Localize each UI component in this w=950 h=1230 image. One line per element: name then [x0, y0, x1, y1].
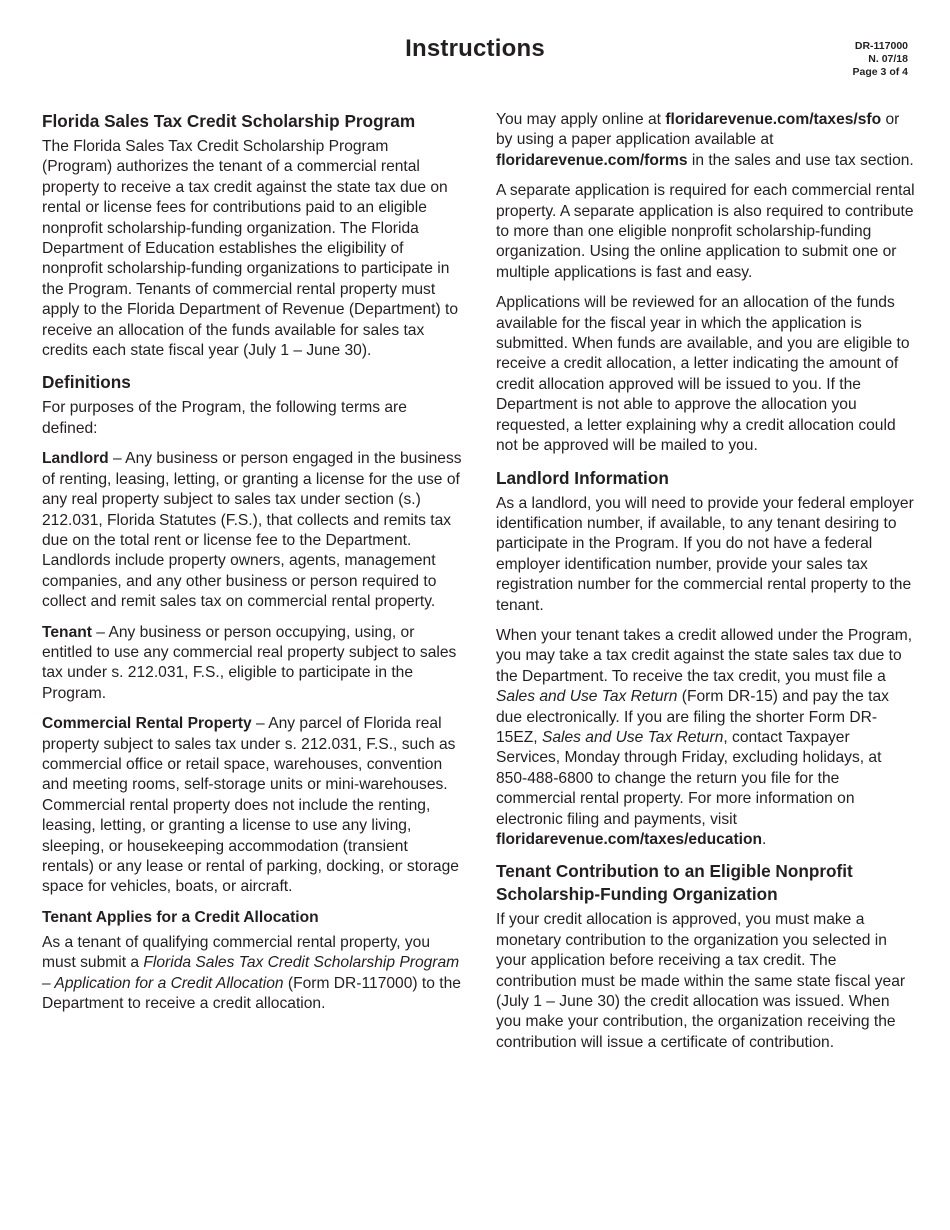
- form-number: DR-117000: [854, 40, 908, 52]
- apply-online-part: in the sales and use tax section.: [687, 151, 914, 169]
- right-column: [496, 110, 916, 1063]
- left-column: [42, 110, 462, 1024]
- crp-term: Commercial Rental Property: [42, 715, 252, 733]
- forms-link[interactable]: floridarevenue.com/forms: [496, 151, 688, 169]
- sales-use-return-title: Sales and Use Tax Return: [541, 728, 724, 746]
- definitions-heading: Definitions: [42, 372, 131, 393]
- apply-online-text: [496, 110, 916, 171]
- education-link[interactable]: floridarevenue.com/taxes/education: [496, 831, 763, 848]
- landlord-info-heading: Landlord Information: [496, 467, 669, 488]
- crp-definition: [42, 714, 462, 898]
- contribution-heading: Tenant Contribution to an Eligible Nonprofit Scholarship-Funding Organization: [496, 861, 853, 905]
- tenant-credit-part: When your tenant takes a credit allowed under the Program, you may take a tax credit against the state sales tax due to the Department. To receive the tax credit, you must file a: [496, 626, 913, 685]
- program-text: The Florida Sales Tax Credit Scholarship Program (Program) authorizes the tenant of a commercial rental property to receive a tax credit against the state tax due on rental or license fees for contributions paid to an eligible nonprofit scholarship-funding organization. The Florida Department of Education establishes the eligibility of nonprofit scholarship-funding organizations to participate in the Program. Tenants of commercial rental property must apply to the Florida Department of Revenue (Department) to receive an allocation of the funds available for sales tax credits each state fiscal year (July 1 – June 30).: [42, 138, 459, 360]
- definitions-intro: For purposes of the Program, the following terms are defined:: [42, 399, 407, 437]
- applies-text-part: (Form DR-117000) to the Department to receive a credit allocation.: [42, 974, 461, 1013]
- apply-online-part: You may apply online at: [496, 111, 666, 128]
- tenant-term: Tenant: [42, 623, 92, 641]
- landlord-definition-text: – Any business or person engaged in the business of renting, leasing, letting, or granting a license for the use of any real property subject to sales tax under section (s.) 212.031, Florida Statutes (F.S.), that collects and remits tax due on the total rent or license fee to the Department. Landlords include property owners, agents, management companies, and any other business or person required to collect and remit sales tax on commercial rental property.: [42, 450, 462, 611]
- tenant-definition: [42, 623, 462, 705]
- applies-text-part: As a tenant of qualifying commercial rental property, you must submit a: [42, 933, 431, 972]
- separate-application-text: A separate application is required for each commercial rental property. A separate application is also required to contribute to more than one eligible nonprofit scholarship-funding organization. Using the online application to submit one or multiple applications is fast and easy.: [496, 182, 915, 281]
- form-revision: N. 07/18: [868, 53, 908, 65]
- contribution-text: If your credit allocation is approved, you must make a monetary contribution to the organization you selected in your application before receiving a tax credit. The contribution must be made within the same state fiscal year (July 1 – June 30) the credit allocation was issued. When you make your contribution, the organization receiving the contribution will issue a certificate of contribution.: [496, 911, 906, 1051]
- review-text: Applications will be reviewed for an allocation of the funds available for the fiscal year in which the application is submitted. When funds are available, and you are eligible to receive a credit allocation, a letter indicating the amount of credit allocation approved will be issued to you. If the Department is not able to approve the allocation you requested, a letter explaining why a credit allocation could not be approved will be mailed to you.: [496, 294, 910, 455]
- tenant-credit-text: [496, 626, 916, 850]
- tenant-definition-text: – Any business or person occupying, using, or entitled to use any commercial real property subject to sales tax under s. 212.031, F.S., eligible to participate in the Program.: [42, 623, 457, 702]
- tenant-credit-part: (Form DR-15) and pay the tax due electronically. If you are filing the shorter Form DR-15EZ,: [496, 688, 889, 746]
- tenant-credit-part: .: [762, 831, 767, 848]
- sfo-link[interactable]: floridarevenue.com/taxes/sfo: [665, 111, 882, 128]
- tenant-credit-part: , contact Taxpayer Services, Monday through Friday, excluding holidays, at 850-488-6800 to change the return you file for the commercial rental property. For more information on electronic filing and payments, visit: [496, 728, 882, 828]
- applies-heading: Tenant Applies for a Credit Allocation: [42, 908, 319, 926]
- sales-use-return-title: Sales and Use Tax Return: [496, 688, 678, 706]
- program-heading: Florida Sales Tax Credit Scholarship Program: [42, 111, 416, 131]
- applies-text: [42, 933, 462, 1015]
- application-form-title: Florida Sales Tax Credit Scholarship Program – Application for a Credit Allocation: [42, 954, 460, 992]
- form-identifier: [853, 40, 908, 79]
- landlord-info-text: As a landlord, you will need to provide your federal employer identification number, if available, to any tenant desiring to participate in the Program. If you do not have a federal employer identification number, provide your sales tax registration number for the commercial rental property to the tenant.: [496, 494, 914, 614]
- page-number: Page 3 of 4: [852, 66, 908, 78]
- landlord-definition: [42, 449, 462, 612]
- crp-definition-text: – Any parcel of Florida real property subject to sales tax under s. 212.031, F.S., such as commercial office or retail space, warehouses, convention and meeting rooms, self-storage units or mini-warehouses. Commercial rental property does not include the renting, leasing, letting, or granting a license to use any living, sleeping, or housekeeping accommodation (transient rentals) or any lease or rental of parking, docking, or storage space for vehicles, boats, or aircraft.: [42, 715, 459, 896]
- page-title: Instructions: [405, 35, 545, 62]
- landlord-term: Landlord: [42, 450, 109, 468]
- apply-online-part: or by using a paper application available at: [496, 111, 900, 149]
